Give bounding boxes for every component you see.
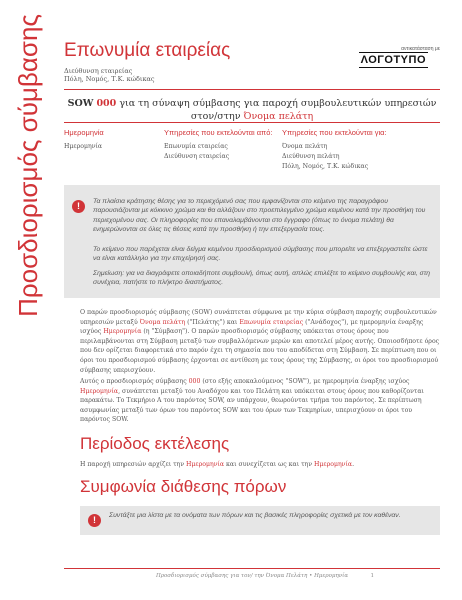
sow-divider [64, 122, 440, 123]
performed-by-heading: Υπηρεσίες που εκτελούνται από: [164, 128, 273, 137]
client-address[interactable]: Διεύθυνση πελάτη [282, 153, 340, 160]
date-heading: Ημερομηνία [64, 128, 104, 137]
body-paragraph-1[interactable]: Ο παρών προσδιορισμός σύμβασης (SOW) συνάπτεται σύμφωνα με την κύρια σύμβαση παροχής συμβουλευτικών υπηρεσιών μεταξύ Όνομα πελάτη ("Πελάτης") και Επωνυμία εταιρείας ("Ανάδοχος"), με ημερομηνία έναρξης ισχύος Ημερομηνία (η "Σύμβαση"). Ο παρών προσδιορισμός σύμβασης υπόκειται στους όρους που περιλαμβάνονται στη Σύμβαση μεταξύ των συμβαλλόμενων μερών και αποτελεί μέρος αυτής. Οποιοσδήποτε όρος που δεν ορίζεται διαφορετικά στο παρόν έχει τη σημασία που του αποδίδεται στη Σύμβαση. Σε περίπτωση που οι όροι του προσδιορισμού σύμβασης έρχονται σε αντίθεση με τους όρους της Σύμβασης, οι όροι του προσδιορισμού σύμβασης υπερισχύουν. [80, 309, 440, 374]
tip-paragraph-3: Σημείωση: για να διαγράψετε οποιαδήποτε συμβουλή, όπως αυτή, απλώς επιλέξτε το κείμενο συμβουλής και, στη συνέχεια, πατήστε το πλήκτρο διαστήματος. [93, 270, 431, 287]
client-name-ref: Όνομα πελάτη [139, 318, 186, 326]
footer-text[interactable]: Προσδιορισμός σύμβασης για τον/ την Όνομα Πελάτη • Ημερομηνία [155, 573, 349, 579]
resource-tip-box[interactable] [80, 506, 440, 535]
exclamation-icon: ! [88, 514, 101, 527]
performed-by-name[interactable]: Επωνυμία εταιρείας [164, 143, 228, 150]
client-city[interactable]: Πόλη, Νομός, Τ.Κ. κώδικας [282, 163, 369, 170]
exclamation-icon: ! [72, 200, 85, 213]
end-date-ref: Ημερομηνία [313, 461, 353, 468]
company-city-line[interactable]: Πόλη, Νομός, Τ.Κ. κώδικας [64, 75, 155, 83]
start-date-ref: Ημερομηνία [186, 461, 225, 468]
sow-number-ref: 000 [188, 378, 201, 385]
header-divider [64, 89, 440, 90]
logo-caption: αντικατάσταση με [401, 46, 440, 52]
company-name[interactable]: Επωνυμία εταιρείας [64, 40, 231, 61]
tip-box[interactable] [64, 185, 440, 298]
client-name[interactable]: Όνομα πελάτη [282, 143, 328, 150]
side-title: Προσδιορισμός σύμβασης [12, 13, 43, 317]
performance-period-heading: Περίοδος εκτέλεσης [80, 434, 230, 453]
sow-title[interactable]: SOW 000 για τη σύναψη σύμβασης για παροχή συμβουλευτικών υπηρεσιών στον/στην Όνομα πελάτη [67, 98, 437, 122]
performed-for-heading: Υπηρεσίες που εκτελούνται για: [282, 128, 387, 137]
tip-paragraph-1: Τα πλαίσια κράτησης θέσης για το περιεχόμενό σας που εμφανίζονται στο κείμενο της παραγράφου παρουσιάζονται με κόκκινο χρώμα και θα αλλάζουν στο προεπιλεγμένο χρώμα κειμένου κατά την προσθήκη του περιεχομένου σας. Οι πληροφορίες που επαναλαμβάνονται στο έγγραφο (όπως το όνομα πελάτη) θα ενημερώνονται σε όλες τις θέσεις κατά την προσθήκη ή την επεξεργασία τους. [93, 198, 426, 234]
logo-placeholder[interactable]: ΛΟΓΟΤΥΠΟ [360, 54, 426, 66]
resource-agreement-heading: Συμφωνία διάθεσης πόρων [80, 477, 287, 496]
performance-period-text[interactable]: Η παροχή υπηρεσιών αρχίζει την Ημερομηνία και συνεχίζεται ως και την Ημερομηνία. [80, 461, 355, 468]
body-paragraph-2[interactable]: Αυτός ο προσδιορισμός σύμβασης 000 (στο εξής αποκαλούμενος "SOW"), με ημερομηνία έναρξης ισχύος Ημερομηνία, συνάπτεται μεταξύ του Αναδόχου και του Πελάτη και υπόκειται στους όρους που καθορίζονται παρακάτω. Το Τεκμήριο Α του παρόντος SOW, αν υπάρχουν, θεωρούνται τμήμα του παρόντος. Σε περίπτωση ασυμφωνίας μεταξύ των όρων του παρόντος SOW και του όρων των Τεκμηρίων, υπερισχύουν οι όροι του παρόντος SOW. [80, 378, 424, 424]
resource-tip-text: Συντάξτε μια λίστα με τα ονόματα των πόρων και τις βασικές πληροφορίες σχετικά με τον καθέναν. [109, 512, 401, 519]
page-number: 1 [370, 573, 374, 579]
date-ref: Ημερομηνία [80, 387, 119, 395]
date-ref: Ημερομηνία [103, 328, 142, 336]
performed-by-address[interactable]: Διεύθυνση εταιρείας [164, 153, 230, 160]
company-address-line[interactable]: Διεύθυνση εταιρείας [64, 67, 133, 75]
footer-divider [64, 568, 440, 569]
company-name-ref: Επωνυμία εταιρείας [239, 318, 304, 326]
tip-paragraph-2: Το κείμενο που παρέχεται είναι δείγμα κειμένου προσδιορισμού σύμβασης που μπορείτε να επεξεργαστείτε ώστε να είναι κατάλληλο για την επιχείρησή σας. [93, 246, 428, 263]
date-value[interactable]: Ημερομηνία [64, 143, 103, 150]
